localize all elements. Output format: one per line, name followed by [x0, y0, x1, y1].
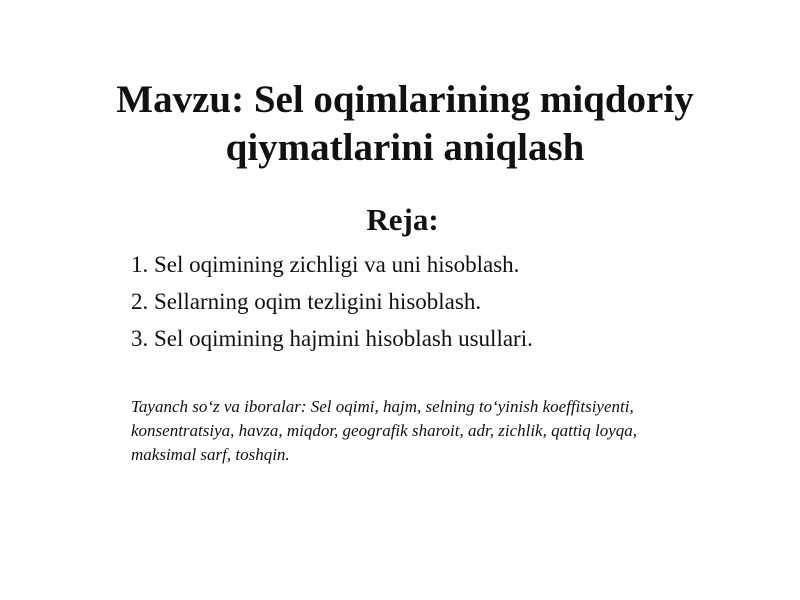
plan-item-2: 2. Sellarning oqim tezligini hisoblash.	[131, 289, 482, 314]
plan-item-3: 3. Sel oqimining hajmini hisoblash usullari.	[131, 326, 533, 351]
plan-heading: Reja:	[366, 202, 439, 237]
plan-item-1: 1. Sel oqimining zichligi va uni hisoblash.	[131, 252, 520, 277]
keywords-paragraph: Tayanch so‘z va iboralar: Sel oqimi, hajm, selning to‘yinish koeffitsiyenti, konsentratsiya, havza, miqdor, geografik sharoit, adr, zichlik, qattiq loyqa, maksimal sarf, toshqin.	[131, 397, 638, 464]
plan-list	[131, 246, 533, 357]
slide-title-line-2: qiymatlarini aniqlash	[225, 126, 585, 169]
slide-title-line-1: Mavzu: Sel oqimlarining miqdoriy	[116, 78, 694, 121]
slide-title	[40, 76, 770, 172]
